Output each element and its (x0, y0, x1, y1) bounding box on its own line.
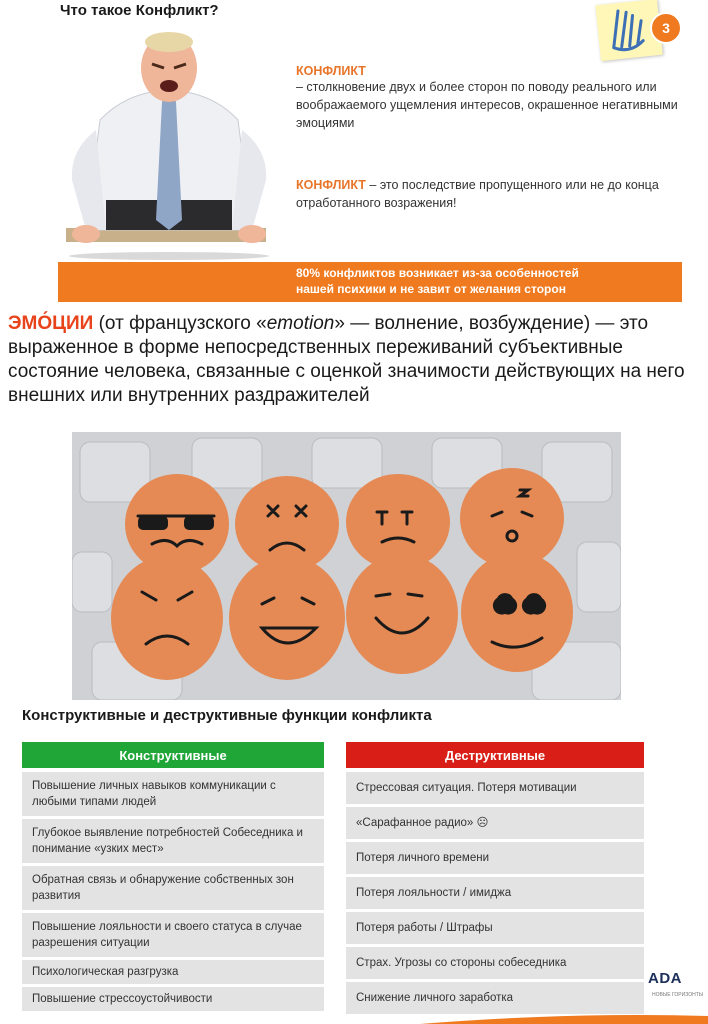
definition-2 (296, 176, 696, 212)
page-title: Что такое Конфликт? (60, 2, 219, 19)
functions-title: Конструктивные и деструктивные функции конфликта (22, 707, 432, 724)
footer-swoosh (420, 1012, 708, 1024)
emotion-foreign-word: emotion (266, 313, 335, 334)
banner-line-1: 80% конфликтов возникает из-за особенностей (296, 266, 579, 280)
constructive-header: Конструктивные (22, 742, 324, 768)
emotion-definition (8, 312, 708, 408)
destructive-column (346, 742, 644, 1017)
destructive-header: Деструктивные (346, 742, 644, 768)
angry-man-illustration (66, 30, 272, 260)
banner-line-2: нашей психики и не завит от желания сторон (296, 282, 566, 296)
emotion-text-part1: (от французского « (93, 313, 267, 334)
destructive-item: Страх. Угрозы со стороны собеседника (346, 947, 644, 979)
constructive-item: Психологическая разгрузка (22, 960, 324, 984)
definition-1 (296, 64, 696, 132)
destructive-item: Стрессовая ситуация. Потеря мотивации (346, 772, 644, 804)
destructive-item: «Сарафанное радио» ☹ (346, 807, 644, 839)
statistic-banner (58, 262, 682, 302)
definition-2-text: – это последствие пропущенного или не до конца отработанного возражения! (296, 178, 659, 210)
emotion-term: ЭМО́ЦИИ (8, 313, 94, 334)
constructive-item: Повышение лояльности и своего статуса в случае разрешения ситуации (22, 913, 324, 957)
constructive-item: Обратная связь и обнаружение собственных зон развития (22, 866, 324, 910)
constructive-item: Повышение личных навыков коммуникации с любыми типами людей (22, 772, 324, 816)
definition-1-term: КОНФЛИКТ (296, 64, 366, 78)
constructive-item: Глубокое выявление потребностей Собеседника и понимание «узких мест» (22, 819, 324, 863)
destructive-item: Потеря лояльности / имиджа (346, 877, 644, 909)
constructive-item: Повышение стрессоустойчивости (22, 987, 324, 1011)
constructive-column (22, 742, 324, 1014)
slide-number-badge: 3 (650, 12, 682, 44)
definition-2-term: КОНФЛИКТ (296, 178, 366, 192)
company-logo: ADA (648, 970, 682, 987)
emotion-text-part2: » — волнение, возбуждение) — это выраженное в форме непосредственных переживаний субъективные состояние человека, связанные с оценкой значимости действующих на него внешних или внутренних раздражителей (8, 313, 685, 406)
destructive-item: Потеря личного времени (346, 842, 644, 874)
definition-1-text: – столкновение двух и более сторон по поводу реального или воображаемого ущемления интересов, окрашенное негативными эмоциями (296, 80, 678, 130)
destructive-item: Снижение личного заработка (346, 982, 644, 1014)
destructive-item: Потеря работы / Штрафы (346, 912, 644, 944)
emotional-eggs-photo (72, 432, 621, 700)
company-logo-subtitle: НОВЫЕ ГОРИЗОНТЫ (652, 992, 704, 998)
